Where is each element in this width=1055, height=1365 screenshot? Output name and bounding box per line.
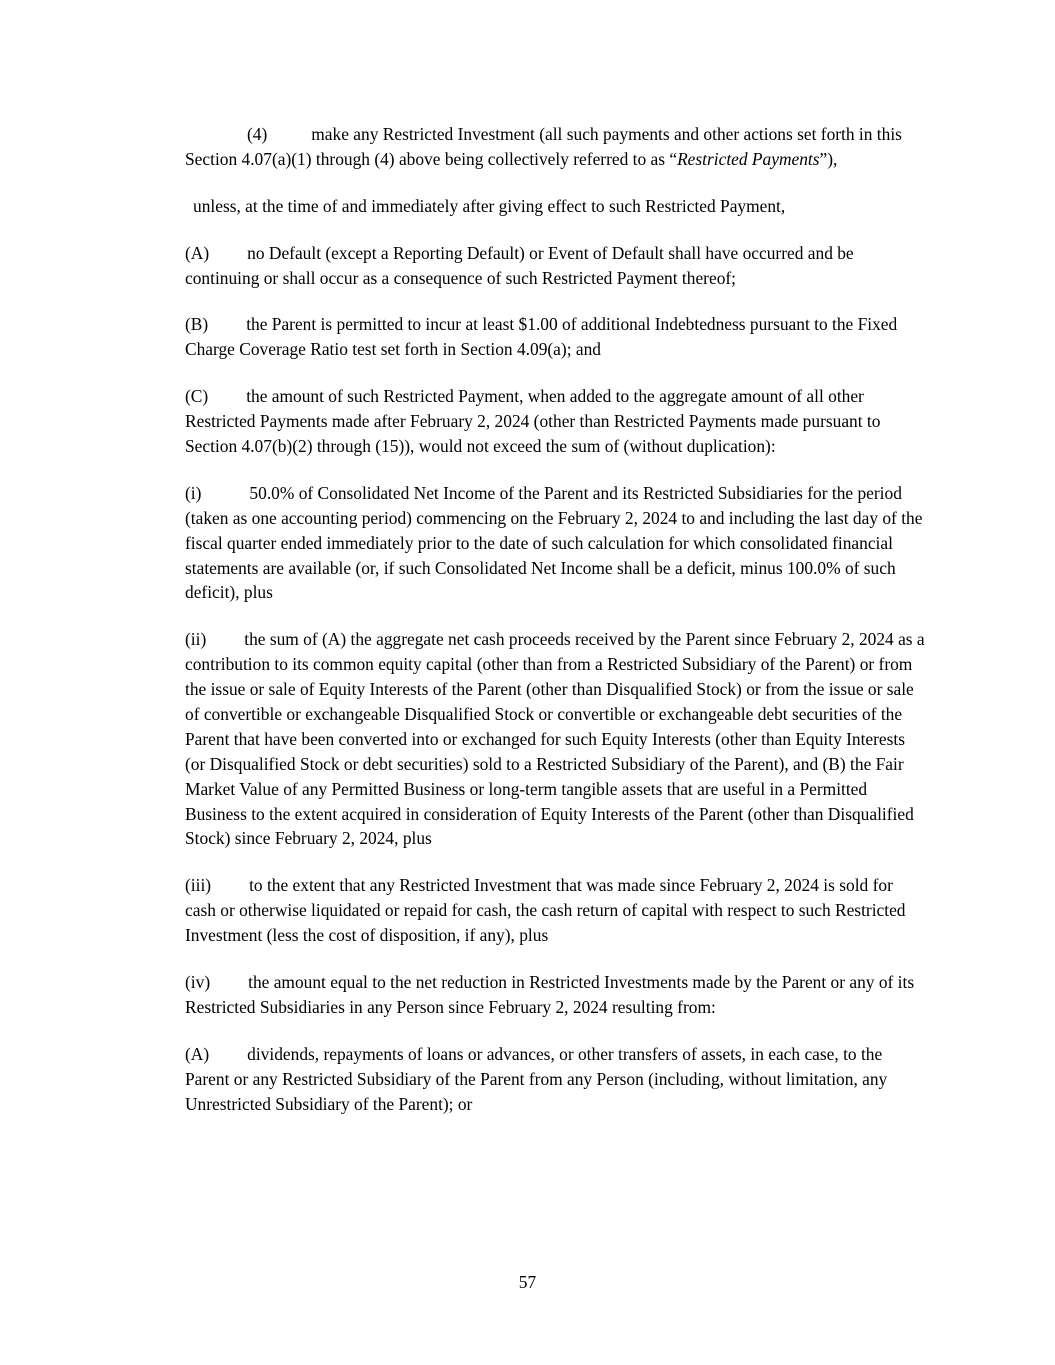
list-marker-C: (C) — [185, 386, 209, 407]
list-marker-iii: (iii) — [185, 875, 212, 896]
paragraph-4 — [185, 122, 927, 172]
paragraph-A-text: no Default (except a Reporting Default) or Event of Default shall have occurred and be continuing or shall occur as a consequence of such Restricted Payment thereof; — [185, 242, 854, 288]
paragraph-unless: unless, at the time of and immediately after giving effect to such Restricted Payment, — [193, 195, 786, 216]
paragraph-4-italic-term: Restricted Payments — [677, 148, 820, 169]
list-marker-i: (i) — [185, 482, 202, 503]
paragraph-iii — [185, 873, 927, 948]
page-number: 57 — [518, 1272, 537, 1292]
list-marker-B: (B) — [185, 314, 209, 335]
paragraph-4-text-before: make any Restricted Investment (all such payments and other actions set forth in this Section 4.07(a)(1) through (4) above being collectively referred to as “ — [185, 124, 902, 169]
document-body — [185, 122, 927, 1117]
list-marker-A: (A) — [185, 242, 210, 263]
paragraph-iv-text: the amount equal to the net reduction in Restricted Investments made by the Parent or any of its Restricted Subsidiaries in any Person since February 2, 2024 resulting from: — [185, 972, 915, 1017]
paragraph-iv-A-text: dividends, repayments of loans or advances, or other transfers of assets, in each case, to the Parent or any Restricted Subsidiary of the Parent from any Person (including, without limitation, any Unrestricted Subsidiary of the Parent); or — [185, 1043, 888, 1114]
paragraph-C-text: the amount of such Restricted Payment, when added to the aggregate amount of all other Restricted Payments made after February 2, 2024 (other than Restricted Payments made pursuant to Section 4.07(b)(2) through (15)), would not exceed the sum of (without duplication): — [185, 386, 881, 457]
paragraph-iv-A — [185, 1042, 927, 1117]
paragraph-B-text: the Parent is permitted to incur at least $1.00 of additional Indebtedness pursuant to the Fixed Charge Coverage Ratio test set forth in Section 4.09(a); and — [185, 314, 898, 360]
list-marker-iv: (iv) — [185, 972, 211, 993]
list-marker-4: (4) — [247, 124, 268, 144]
paragraph-ii-text: the sum of (A) the aggregate net cash proceeds received by the Parent since February 2, 2024 as a contribution to its common equity capital (other than from a Restricted Subsidiary of the Parent) or from the issue or sale of Equity Interests of the Parent (other than Disqualified Stock) or from the issue or sale of convertible or exchangeable Disqualified Stock or convertible or exchangeable debt securities of the Parent that have been converted into or exchanged for such Equity Interests (other than Equity Interests (or Disqualified Stock or debt securities) sold to a Restricted Subsidiary of the Parent), and (B) the Fair Market Value of any Permitted Business or long-term tangible assets that are useful in a Permitted Business to the extent acquired in consideration of Equity Interests of the Parent (other than Disqualified Stock) since February 2, 2024, plus — [185, 629, 925, 849]
paragraph-ii — [185, 627, 927, 851]
paragraph-i-text: 50.0% of Consolidated Net Income of the Parent and its Restricted Subsidiaries for the period (taken as one accounting period) commencing on the February 2, 2024 to and including the last day of the fiscal quarter ended immediately prior to the date of such calculation for which consolidated financial statements are available (or, if such Consolidated Net Income shall be a deficit, minus 100.0% of such deficit), plus — [185, 482, 923, 603]
paragraph-B — [185, 312, 927, 362]
paragraph-C — [185, 384, 927, 459]
paragraph-iv — [185, 970, 927, 1020]
paragraph-4-text-after: ”), — [819, 148, 838, 169]
list-marker-iv-A: (A) — [185, 1043, 210, 1064]
paragraph-i — [185, 481, 927, 605]
paragraph-iii-text: to the extent that any Restricted Investment that was made since February 2, 2024 is sold for cash or otherwise liquidated or repaid for cash, the cash return of capital with respect to such Restricted Investment (less the cost of disposition, if any), plus — [185, 875, 906, 946]
list-marker-ii: (ii) — [185, 629, 207, 650]
paragraph-A — [185, 241, 927, 291]
